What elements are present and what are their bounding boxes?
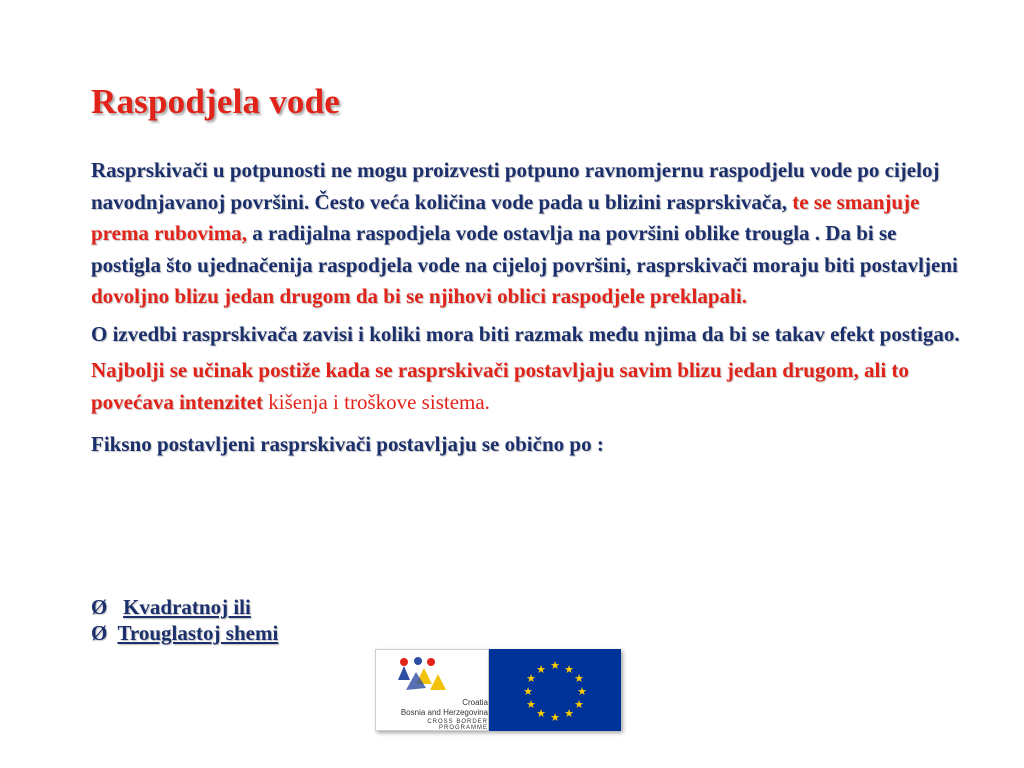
list-bullet: Ø — [91, 595, 108, 619]
svg-text:★: ★ — [526, 698, 536, 711]
svg-text:★: ★ — [574, 672, 584, 685]
list-bullet: Ø — [91, 621, 108, 645]
svg-text:★: ★ — [564, 663, 574, 676]
page-title: Raspodjela vode — [91, 82, 340, 121]
logo-caption-line3: CROSS BORDER PROGRAMME — [427, 719, 488, 731]
paragraph-3 — [91, 355, 971, 418]
paragraph-4: Fiksno postavljeni rasprskivači postavljaju se obično po : — [91, 432, 604, 456]
paragraph-1-text-b: a radijalna raspodjela vode ostavlja na površini oblike trougla . Da bi se postigla što ujednačenija raspodjela vode na cijeloj površini, rasprskivači moraju biti postavljeni — [91, 221, 958, 277]
logo-caption-line1: Croatia — [462, 698, 488, 707]
list-item-label: Trouglastoj shemi — [117, 621, 279, 645]
star-figures-icon — [376, 650, 488, 700]
paragraph-1-highlight-b: dovoljno blizu jedan drugom da bi se njihovi oblici raspodjele preklapali. — [91, 284, 747, 308]
logo-caption-line2: Bosnia and Herzegovina — [400, 708, 488, 717]
paragraph-1-text-a: Rasprskivači u potpunosti ne mogu proizvesti potpuno ravnomjernu raspodjelu vode po cijeloj navodnjavanoj površini. Često veća količina vode pada u blizini rasprskivača, — [91, 158, 940, 214]
eu-flag — [489, 649, 621, 731]
svg-text:★: ★ — [536, 663, 546, 676]
paragraph-1 — [91, 155, 971, 313]
list-item — [91, 620, 278, 646]
svg-text:★: ★ — [577, 685, 587, 698]
content-body — [91, 155, 971, 461]
paragraph-1-highlight-a: te se smanjuje prema rubovima, — [91, 189, 920, 245]
svg-text:★: ★ — [574, 698, 584, 711]
eu-stars-icon — [489, 649, 621, 731]
list-item-label: Kvadratnoj ili — [123, 595, 251, 619]
svg-text:★: ★ — [550, 711, 560, 724]
logos — [375, 649, 621, 731]
paragraph-2: O izvedbi rasprskivača zavisi i koliki mora biti razmak među njima da bi se takav efekt postigao. — [91, 321, 960, 346]
svg-text:★: ★ — [550, 659, 560, 672]
svg-text:★: ★ — [564, 707, 574, 720]
svg-text:★: ★ — [526, 672, 536, 685]
paragraph-3-text: kišenja i troškove sistema. — [263, 389, 490, 414]
svg-text:★: ★ — [523, 685, 533, 698]
list-item — [91, 594, 278, 620]
shape-list — [91, 594, 278, 646]
cross-border-programme-logo — [375, 649, 489, 731]
svg-text:★: ★ — [536, 707, 546, 720]
paragraph-3-highlight: Najbolji se učinak postiže kada se rasprskivači postavljaju savim blizu jedan drugom, ali to povećava intenzitet — [91, 358, 909, 414]
